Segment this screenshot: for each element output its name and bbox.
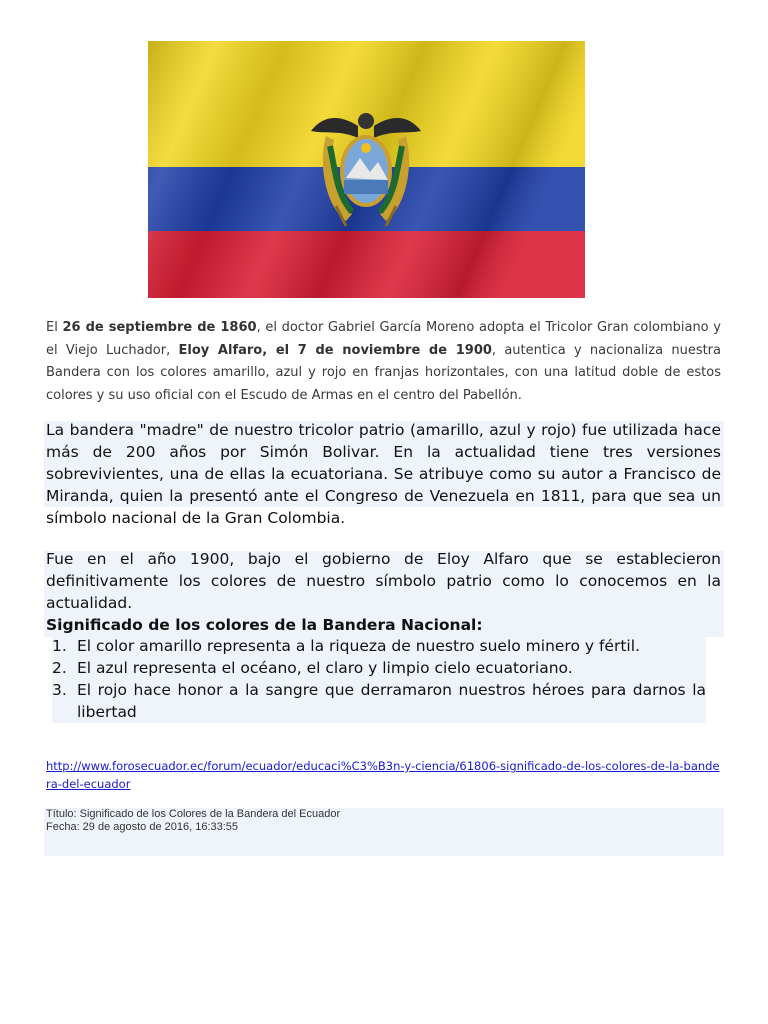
list-item [52,657,706,679]
intro-date-1860: 26 de septiembre de 1860 [62,320,257,335]
source-title-line: Título: Significado de los Colores de la Bandera del Ecuador [46,808,341,820]
intro-text-3: , autentica y nacionaliza nuestra Bandera con los colores amarillo, azul y rojo en franjas horizontales, con una latitud doble de estos colores y su uso oficial con el Escudo de Armas en el centro del Pabellón. [46,342,721,403]
establishment-paragraph: Fue en el año 1900, bajo el gobierno de Eloy Alfaro que se establecieron definitivamente los colores de nuestro símbolo patrio como lo conocemos en la actualidad. [46,550,721,612]
significance-title: Significado de los colores de la Bandera Nacional: [46,616,483,634]
source-metadata [46,808,340,834]
list-number: 3. [52,681,67,699]
list-number: 1. [52,637,67,655]
flag-svg [148,41,585,298]
list-item [52,635,706,657]
intro-text-2: , el doctor Gabriel García Moreno adopta el Tricolor Gran colombiano y el Viejo Luchador, [46,320,721,358]
ecuador-flag-image [148,41,585,298]
list-item-text: El rojo hace honor a la sangre que derramaron nuestros héroes para darnos la libertad [77,681,706,721]
intro-paragraph [46,317,721,407]
intro-text-1: El [46,320,63,335]
list-item-text: El color amarillo representa a la riqueza de nuestro suelo minero y fértil. [77,637,640,655]
list-number: 2. [52,659,67,677]
history-paragraph: La bandera "madre" de nuestro tricolor patrio (amarillo, azul y rojo) fue utilizada hace más de 200 años por Simón Bolivar. En la actualidad tiene tres versiones sobrevivientes, una de ellas la ecuatoriana. Se atribuye como su autor a Francisco de Miranda, quien la presentó ante el Congreso de Venezuela en 1811, para que sea un símbolo nacional de la Gran Colombia. [46,421,721,527]
list-item-text: El azul representa el océano, el claro y limpio cielo ecuatoriano. [77,659,573,677]
intro-eloy-alfaro: Eloy Alfaro, el 7 de noviembre de 1900 [178,342,492,358]
source-date-line: Fecha: 29 de agosto de 2016, 16:33:55 [46,821,239,833]
colors-meaning-list [52,635,706,723]
list-item [52,679,706,723]
source-link[interactable]: http://www.forosecuador.ec/forum/ecuador/educaci%C3%B3n-y-ciencia/61806-significado-de-los-colores-de-la-bandera-del-ecuador [46,759,720,791]
